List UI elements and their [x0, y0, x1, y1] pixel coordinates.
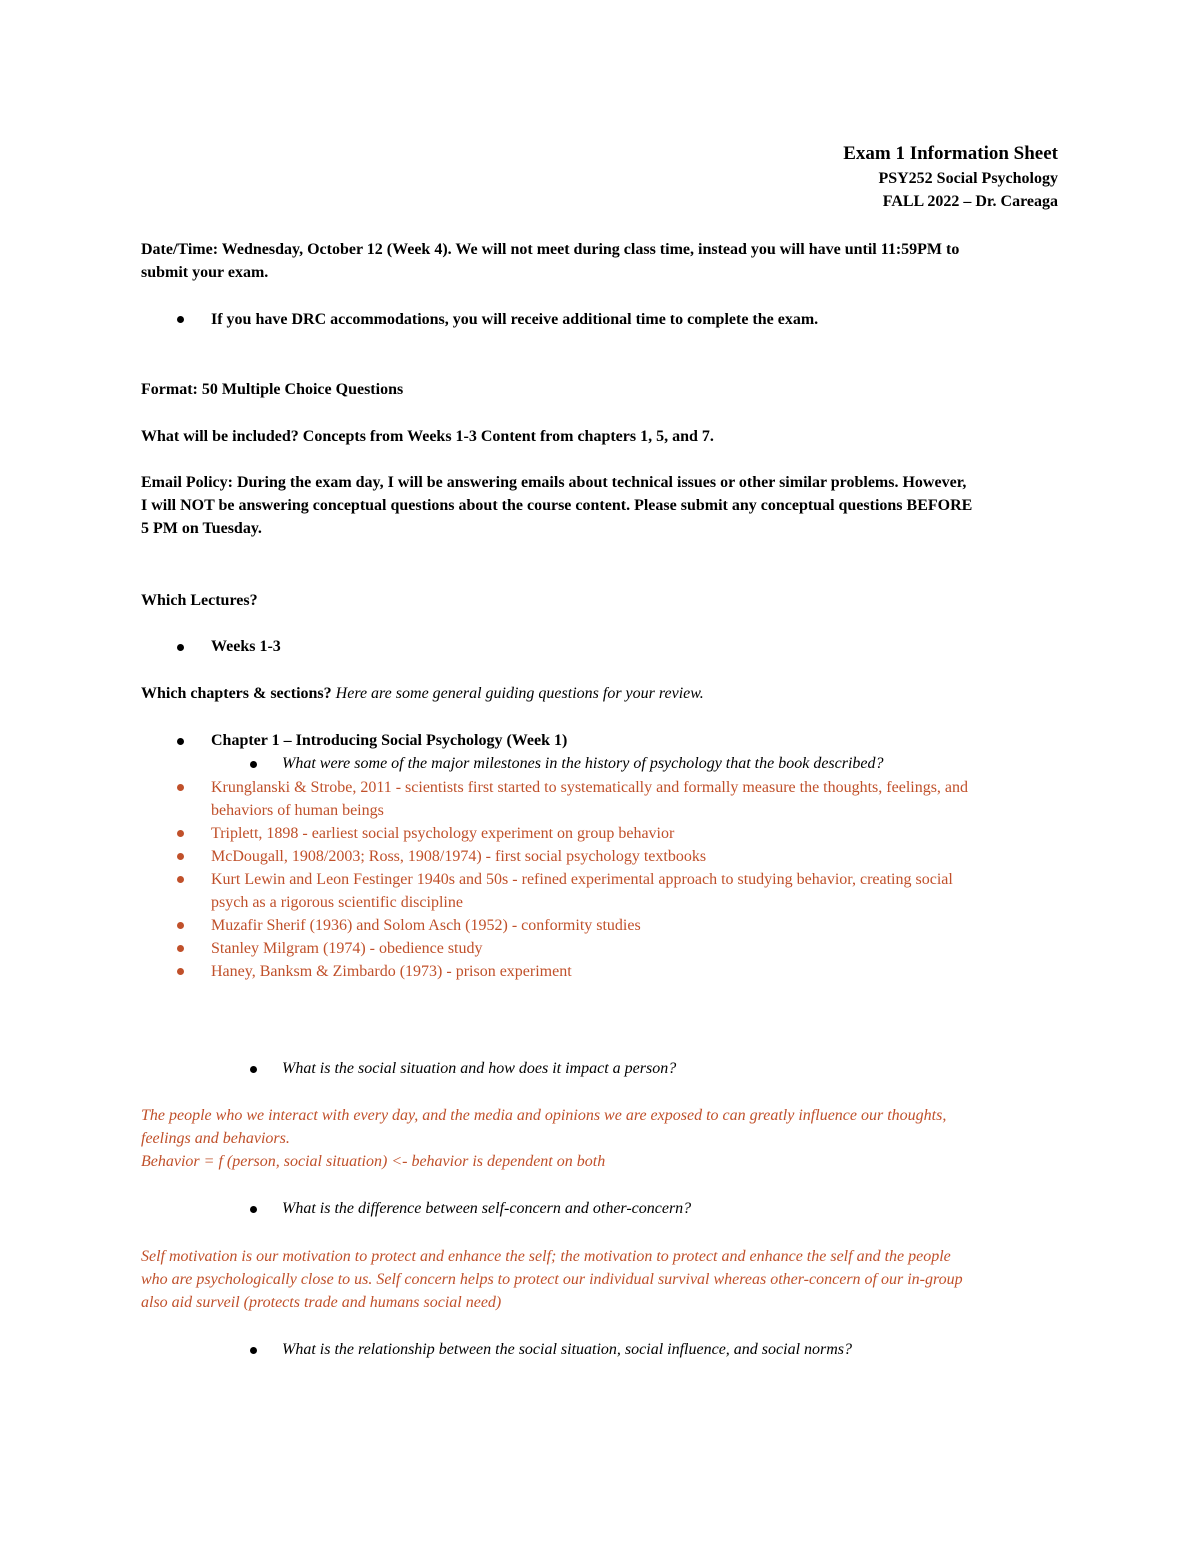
answer-self-concern-line-1: Self motivation is our motivation to protect and enhance the self; the motivation to protect and enhance the self and the people: [141, 1248, 951, 1265]
milestone-bullet-dot: [177, 784, 184, 791]
question-self-concern: What is the difference between self-concern and other-concern?: [282, 1200, 692, 1217]
milestone-bullet-dot: [177, 876, 184, 883]
milestone-item-continued: behaviors of human beings: [211, 802, 384, 819]
answer-self-concern-line-2: who are psychologically close to us. Self concern helps to protect our individual survival whereas other-concern of our in-group: [141, 1271, 963, 1288]
milestone-bullet-dot: [177, 922, 184, 929]
milestone-bullet-dot: [177, 968, 184, 975]
bullet-dot: [250, 761, 257, 768]
answer-social-situation-line-3: Behavior = f (person, social situation) <- behavior is dependent on both: [141, 1153, 606, 1170]
milestone-item: Krunglanski & Strobe, 2011 - scientists first started to systematically and formally measure the thoughts, feelings, and: [211, 779, 969, 796]
term-instructor: FALL 2022 – Dr. Careaga: [882, 193, 1058, 210]
bullet-dot: [177, 316, 184, 323]
answer-social-situation-line-2: feelings and behaviors.: [141, 1130, 290, 1147]
bullet-dot: [250, 1206, 257, 1213]
answer-self-concern-line-3: also aid surveil (protects trade and humans social need): [141, 1294, 502, 1311]
question-social-norms: What is the relationship between the social situation, social influence, and social norms?: [282, 1341, 853, 1358]
milestone-item: Haney, Banksm & Zimbardo (1973) - prison experiment: [211, 963, 572, 980]
lectures-bullet: Weeks 1-3: [211, 638, 281, 655]
chapters-heading-note: Here are some general guiding questions for your review.: [335, 685, 704, 702]
email-policy-line-1: Email Policy: During the exam day, I will be answering emails about technical issues or other similar problems. However,: [141, 474, 967, 491]
milestone-item: Triplett, 1898 - earliest social psychology experiment on group behavior: [211, 825, 675, 842]
milestone-item: Muzafir Sherif (1936) and Solom Asch (1952) - conformity studies: [211, 917, 641, 934]
answer-social-situation-line-1: The people who we interact with every day, and the media and opinions we are exposed to can greatly influence our thoughts,: [141, 1107, 947, 1124]
bullet-dot: [250, 1066, 257, 1073]
exam-included: What will be included? Concepts from Weeks 1-3 Content from chapters 1, 5, and 7.: [141, 428, 714, 445]
email-policy-line-3: 5 PM on Tuesday.: [141, 520, 262, 537]
chapters-heading: Which chapters & sections?: [141, 685, 332, 702]
milestone-item: McDougall, 1908/2003; Ross, 1908/1974) - first social psychology textbooks: [211, 848, 707, 865]
email-policy-line-2: I will NOT be answering conceptual questions about the course content. Please submit any conceptual questions BEFORE: [141, 497, 973, 514]
question-milestones: What were some of the major milestones in the history of psychology that the book described?: [282, 755, 884, 772]
lectures-heading: Which Lectures?: [141, 592, 258, 609]
chapters-heading-line: [141, 682, 1061, 705]
course-name: PSY252 Social Psychology: [878, 170, 1058, 187]
drc-bullet: If you have DRC accommodations, you will receive additional time to complete the exam.: [211, 311, 819, 328]
milestone-item-continued: psych as a rigorous scientific discipline: [211, 894, 463, 911]
milestone-bullet-dot: [177, 853, 184, 860]
bullet-dot: [177, 738, 184, 745]
datetime-line-2: submit your exam.: [141, 264, 269, 281]
bullet-dot: [177, 644, 184, 651]
exam-format: Format: 50 Multiple Choice Questions: [141, 381, 404, 398]
bullet-dot: [250, 1347, 257, 1354]
milestone-bullet-dot: [177, 945, 184, 952]
question-social-situation: What is the social situation and how does it impact a person?: [282, 1060, 677, 1077]
milestone-item: Kurt Lewin and Leon Festinger 1940s and 50s - refined experimental approach to studying behavior, creating social: [211, 871, 953, 888]
milestone-bullet-dot: [177, 830, 184, 837]
document-title: Exam 1 Information Sheet: [843, 143, 1058, 164]
milestone-item: Stanley Milgram (1974) - obedience study: [211, 940, 483, 957]
chapter-1-bullet: Chapter 1 – Introducing Social Psychology (Week 1): [211, 732, 568, 749]
datetime-line-1: Date/Time: Wednesday, October 12 (Week 4). We will not meet during class time, instead you will have until 11:59PM to: [141, 241, 960, 258]
